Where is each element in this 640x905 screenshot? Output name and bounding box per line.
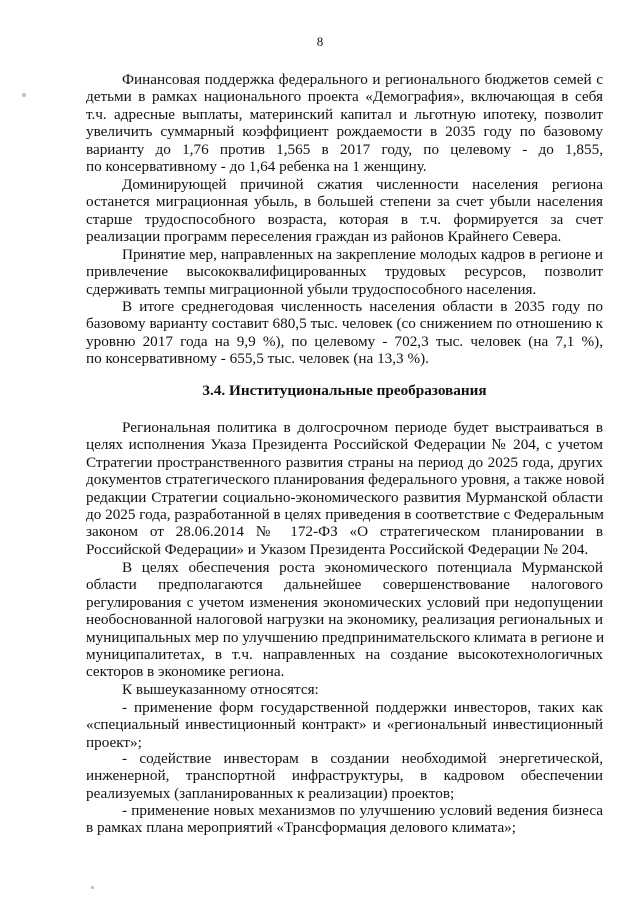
paragraph-young-staff <box>86 246 603 298</box>
scan-dot <box>91 886 94 889</box>
text-line: детьми в рамках национального проекта «Демография», включающая в себя <box>86 88 603 106</box>
text-line: старше трудоспособного возраста, которая в т.ч. формируется за счет <box>86 210 603 228</box>
text-line: В целях обеспечения роста экономического потенциала Мурманской <box>122 559 603 576</box>
page-number: 8 <box>316 34 324 49</box>
text-line: - содействие инвесторам в создании необходимой энергетической, <box>122 750 603 767</box>
text-line: уровню 2017 года на 9,9 %), по целевому - 702,3 тыс. человек (на 7,1 %), <box>86 332 603 350</box>
text-line: К вышеуказанному относятся: <box>122 681 319 698</box>
text-line: целях исполнения Указа Президента Российской Федерации № 204, с учетом <box>86 436 603 454</box>
text-line: увеличить суммарный коэффициент рождаемости в 2035 году по базовому <box>86 123 603 141</box>
text-line: варианту до 1,76 против 1,565 в 2017 году, по целевому - до 1,855, <box>86 140 603 158</box>
text-line: по консервативному - до 1,64 ребенка на 1 женщину. <box>86 157 427 175</box>
paragraph-fertility <box>86 71 603 175</box>
section-heading-block <box>86 382 603 399</box>
paragraph-list-intro <box>86 681 603 698</box>
text-line: секторов в экономике региона. <box>86 663 285 681</box>
text-line: В итоге среднегодовая численность населения области в 2035 году по <box>122 298 603 315</box>
text-line: муниципалитетах, в т.ч. направленных на создание высокотехнологичных <box>86 645 603 663</box>
text-line: необоснованной налоговой нагрузки на экономику, реализация региональных и <box>86 611 603 629</box>
text-line: Региональная политика в долгосрочном периоде будет выстраиваться в <box>122 419 603 436</box>
text-line: Российской Федерации» и Указом Президента Российской Федерации № 204. <box>86 540 589 558</box>
text-line: - применение новых механизмов по улучшению условий ведения бизнеса <box>122 802 603 819</box>
text-line: реализации программ переселения граждан из районов Крайнего Севера. <box>86 228 562 246</box>
text-line: проект»; <box>86 733 142 751</box>
text-line: регулирования с учетом изменения экономических условий при недопущении <box>86 593 603 611</box>
paragraph-economic-potential <box>86 559 603 681</box>
text-line: муниципальных мер по улучшению предпринимательского климата в регионе и <box>86 628 605 646</box>
text-line: Финансовая поддержка федерального и регионального бюджетов семей с <box>122 71 603 88</box>
text-line: - применение форм государственной поддержки инвесторов, таких как <box>122 699 603 716</box>
list-item-investor-support <box>86 699 603 751</box>
text-line: по консервативному - 655,5 тыс. человек (на 13,3 %). <box>86 350 429 368</box>
text-line: базовому варианту составит 680,5 тыс. человек (со снижением по отношению к <box>86 315 603 333</box>
text-line: сдерживать темпы миграционной убыли трудоспособного населения. <box>86 280 537 298</box>
text-line: законом от 28.06.2014 № 172-ФЗ «О стратегическом планировании в <box>86 523 603 541</box>
text-line: в рамках плана мероприятий «Трансформация делового климата»; <box>86 819 516 837</box>
text-line: Стратегии пространственного развития страны на период до 2025 года, других <box>86 453 603 471</box>
text-line: останется миграционная убыль, в большей степени за счет убыли населения <box>86 193 603 211</box>
text-line: т.ч. адресные выплаты, материнский капитал и льготную ипотеку, позволит <box>86 105 603 123</box>
section-heading: 3.4. Институциональные преобразования <box>202 382 487 399</box>
text-line: привлечение высококвалифицированных трудовых ресурсов, позволит <box>86 263 603 281</box>
list-item-business-climate <box>86 802 603 837</box>
paragraph-population-2035 <box>86 298 603 368</box>
text-line: «специальный инвестиционный контракт» и «региональный инвестиционный <box>86 716 603 734</box>
text-line: до 2025 года, разработанной в целях приведения в соответствие с Федеральным <box>86 505 604 523</box>
paragraph-migration <box>86 176 603 246</box>
text-line: области предполагаются дальнейшее совершенствование налогового <box>86 576 603 594</box>
paragraph-regional-policy <box>86 419 603 558</box>
list-item-infrastructure <box>86 750 603 802</box>
scan-dot <box>22 93 26 97</box>
text-line: реализуемых (запланированных к реализации) проектов; <box>86 784 455 802</box>
text-line: Принятие мер, направленных на закрепление молодых кадров в регионе и <box>122 246 603 263</box>
text-line: инженерной, транспортной инфраструктуры, в кадровом обеспечении <box>86 767 603 785</box>
text-line: Доминирующей причиной сжатия численности населения региона <box>122 176 603 193</box>
text-line: редакции Стратегии социально-экономического развития Мурманской области <box>86 488 603 506</box>
text-line: документов стратегического планирования федерального уровня, а также новой <box>86 471 605 489</box>
